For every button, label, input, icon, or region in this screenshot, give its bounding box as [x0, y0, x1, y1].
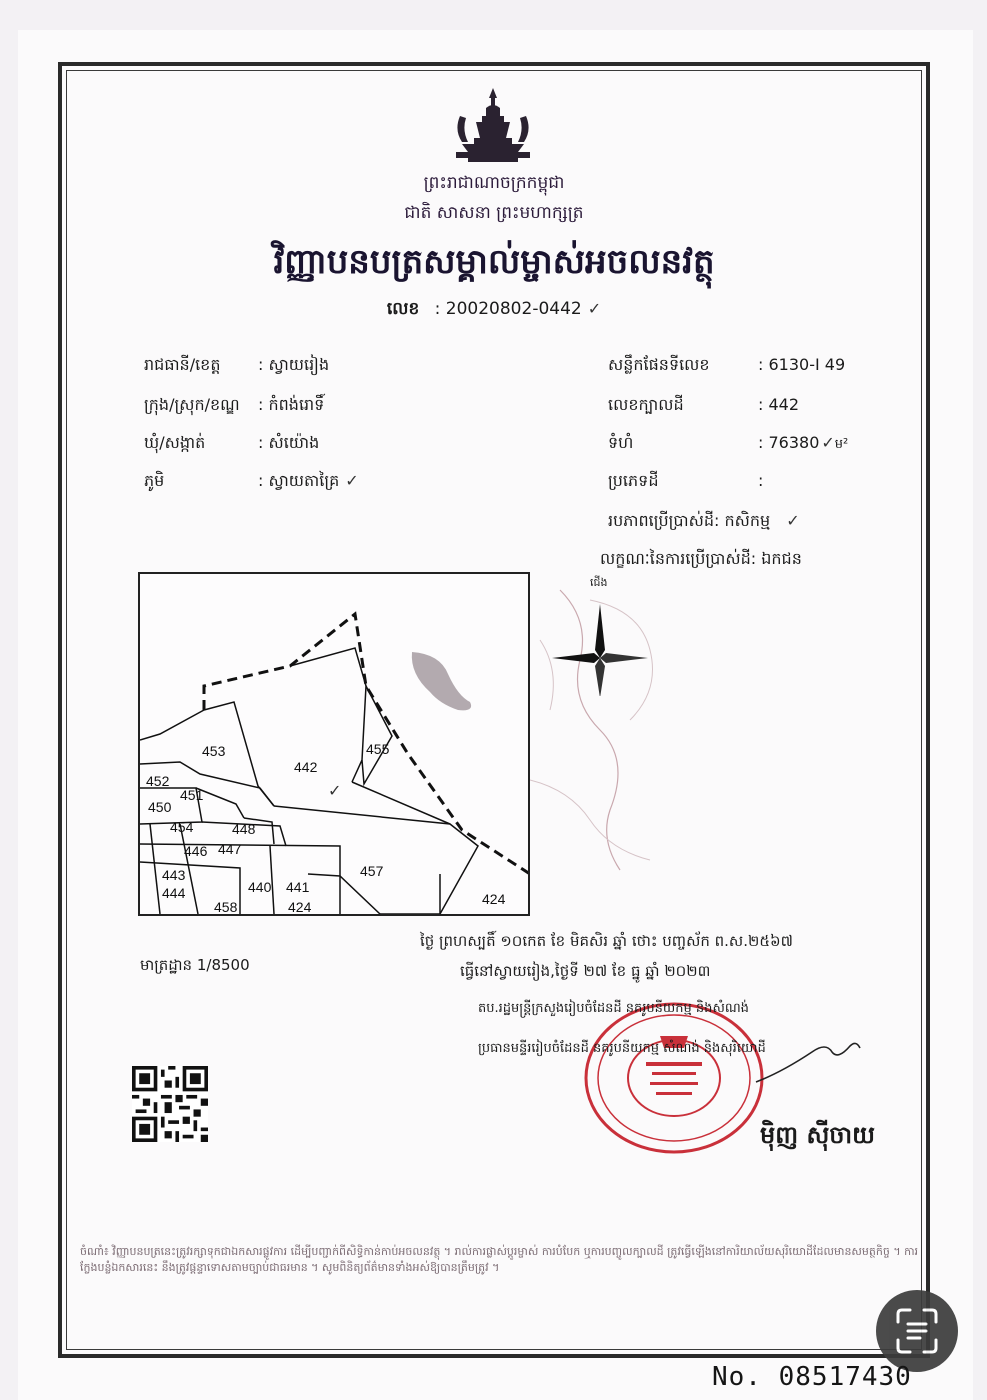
parcel-label: 453 — [202, 743, 226, 759]
field-label: សន្លឹកផែនទីលេខ — [608, 355, 710, 374]
field-label: លក្ខណៈនៃការប្រើប្រាស់ដី — [600, 549, 751, 568]
field-value: : កំពង់រោទិ៍ — [258, 395, 325, 414]
field-label: ភូមិ — [144, 471, 165, 490]
signature-icon — [752, 1032, 862, 1092]
parcel-label: 450 — [148, 799, 172, 815]
parcel-label: 452 — [146, 773, 170, 789]
check-mark-icon: ✓ — [821, 433, 835, 452]
field-value: : កសិកម្ម — [714, 511, 771, 530]
north-label: ជើង — [590, 576, 608, 589]
scan-text-button[interactable] — [876, 1290, 958, 1372]
parcel-label: 454 — [170, 819, 194, 835]
field-value: : 6130-I 49 — [758, 355, 846, 374]
parcel-map-drawing — [140, 574, 530, 916]
parcel-label: 441 — [286, 879, 310, 895]
check-mark-icon: ✓ — [345, 471, 359, 490]
ministry-line: តប.រដ្ឋមន្ត្រីក្រសួងរៀបចំដែនដី នគរូបនីយកម្ម និងសំណង់ — [478, 1001, 749, 1016]
document-number: No. 08517430 — [712, 1362, 912, 1392]
check-mark-icon: ✓ — [786, 511, 800, 530]
department-line: ប្រធានមន្ទីររៀបចំដែនដី នគរូបនីយកម្ម សំណង់ និងសុរិយោដី — [478, 1041, 766, 1056]
serial-label: លេខ — [386, 299, 420, 319]
field-map-sheet — [608, 354, 845, 378]
footnote-text: ចំណាំ៖ វិញ្ញាបនបត្រនេះត្រូវរក្សាទុកជាឯកសារផ្លូវការ ដើម្បីបញ្ជាក់ពីសិទ្ធិកាន់កាប់អចលនវត្ថុ ។ រាល់ការផ្លាស់ប្តូរម្ចាស់ ការបំបែក ឬការបញ្ចូលក្បាលដី ត្រូវធ្វើឡើងនៅការិយាល័យសុរិយោដីដែលមានសមត្ថកិច្ច ។ ការក្លែងបន្លំឯកសារនេះ នឹងត្រូវផ្តន្ទាទោសតាមច្បាប់ជាធរមាន ។ សូមពិនិត្យព័ត៌មានទាំងអស់ឱ្យបានត្រឹមត្រូវ ។ — [80, 1245, 919, 1274]
field-value: : សំយ៉ោង — [258, 433, 320, 452]
compass-rose-icon — [550, 586, 650, 696]
parcel-label: 457 — [360, 863, 384, 879]
kingdom-heading: ព្រះរាជាណាចក្រកម្ពុជា — [423, 173, 565, 193]
parcel-label: 424 — [482, 891, 506, 907]
field-value: : 442 — [758, 395, 800, 414]
parcel-label: 447 — [218, 841, 242, 857]
parcel-label: 448 — [232, 821, 256, 837]
parcel-label: 458 — [214, 899, 238, 915]
scan-document-icon — [876, 1290, 958, 1372]
field-label: លេខក្បាលដី — [608, 395, 684, 414]
field-value: : — [758, 471, 764, 490]
map-scale: មាត្រដ្ឋាន 1/8500 — [140, 956, 250, 974]
royal-emblem-icon — [448, 86, 538, 164]
parcel-label: 424 — [288, 899, 312, 915]
field-value: : ស្វាយរៀង — [258, 355, 330, 374]
field-label: របភាពប្រើប្រាស់ដី — [608, 511, 715, 530]
field-value: : 76380 — [758, 433, 820, 452]
field-area — [608, 432, 848, 456]
field-label: ក្រុង/ស្រុក/ខណ្ឌ — [144, 395, 240, 414]
certificate-title: វិញ្ញាបនបត្រសម្គាល់ម្ចាស់អចលនវត្ថុ — [273, 242, 715, 282]
official-seal-stamp — [580, 1000, 768, 1156]
issue-date: ធ្វើនៅស្វាយរៀង,ថ្ងៃទី ២៧ ខែ ធ្នូ ឆ្នាំ ២០២៣ — [460, 962, 711, 980]
field-label: ទំហំ — [608, 433, 634, 452]
field-commune — [144, 432, 319, 456]
field-province — [144, 354, 329, 378]
parcel-numbers — [146, 741, 506, 915]
parcel-map — [138, 572, 530, 916]
national-motto: ជាតិ សាសនា ព្រះមហាក្សត្រ — [404, 203, 584, 223]
field-label: ឃុំ/សង្កាត់ — [144, 433, 206, 452]
qr-code-icon — [132, 1066, 208, 1142]
field-value: : ស្វាយតាគ្រៃ — [258, 471, 340, 490]
field-land-use-nature — [600, 548, 802, 572]
field-land-use — [608, 510, 800, 534]
field-parcel-number — [608, 394, 799, 418]
check-mark-icon: ✓ — [328, 781, 342, 800]
signer-name: ម៉ិញ ស៊ីចាយ — [760, 1121, 875, 1149]
field-district — [144, 394, 324, 418]
field-village — [144, 470, 359, 494]
parcel-label: 451 — [180, 787, 204, 803]
serial-value: : 20020802-0442 — [434, 299, 582, 319]
serial-number — [66, 298, 922, 323]
lunar-date: ថ្ងៃ ព្រហស្បតិ៍ ១០កេត ខែ មិគសិរ ឆ្នាំ ថោះ បញ្ចស័ក ព.ស.២៥៦៧ — [420, 932, 793, 950]
area-unit: ម² — [834, 437, 849, 452]
parcel-label: 444 — [162, 885, 186, 901]
parcel-label: 442 — [294, 759, 318, 775]
parcel-label: 440 — [248, 879, 272, 895]
north-arrow — [550, 576, 650, 696]
parcel-label: 443 — [162, 867, 186, 883]
field-label: រាជធានី/ខេត្ត — [144, 355, 221, 374]
check-mark-icon: ✓ — [587, 299, 602, 318]
field-value: : ឯកជន — [750, 549, 802, 568]
parcel-label: 446 — [184, 843, 208, 859]
field-label: ប្រភេទដី — [608, 471, 659, 490]
field-land-type — [608, 470, 763, 494]
parcel-label: 455 — [366, 741, 390, 757]
